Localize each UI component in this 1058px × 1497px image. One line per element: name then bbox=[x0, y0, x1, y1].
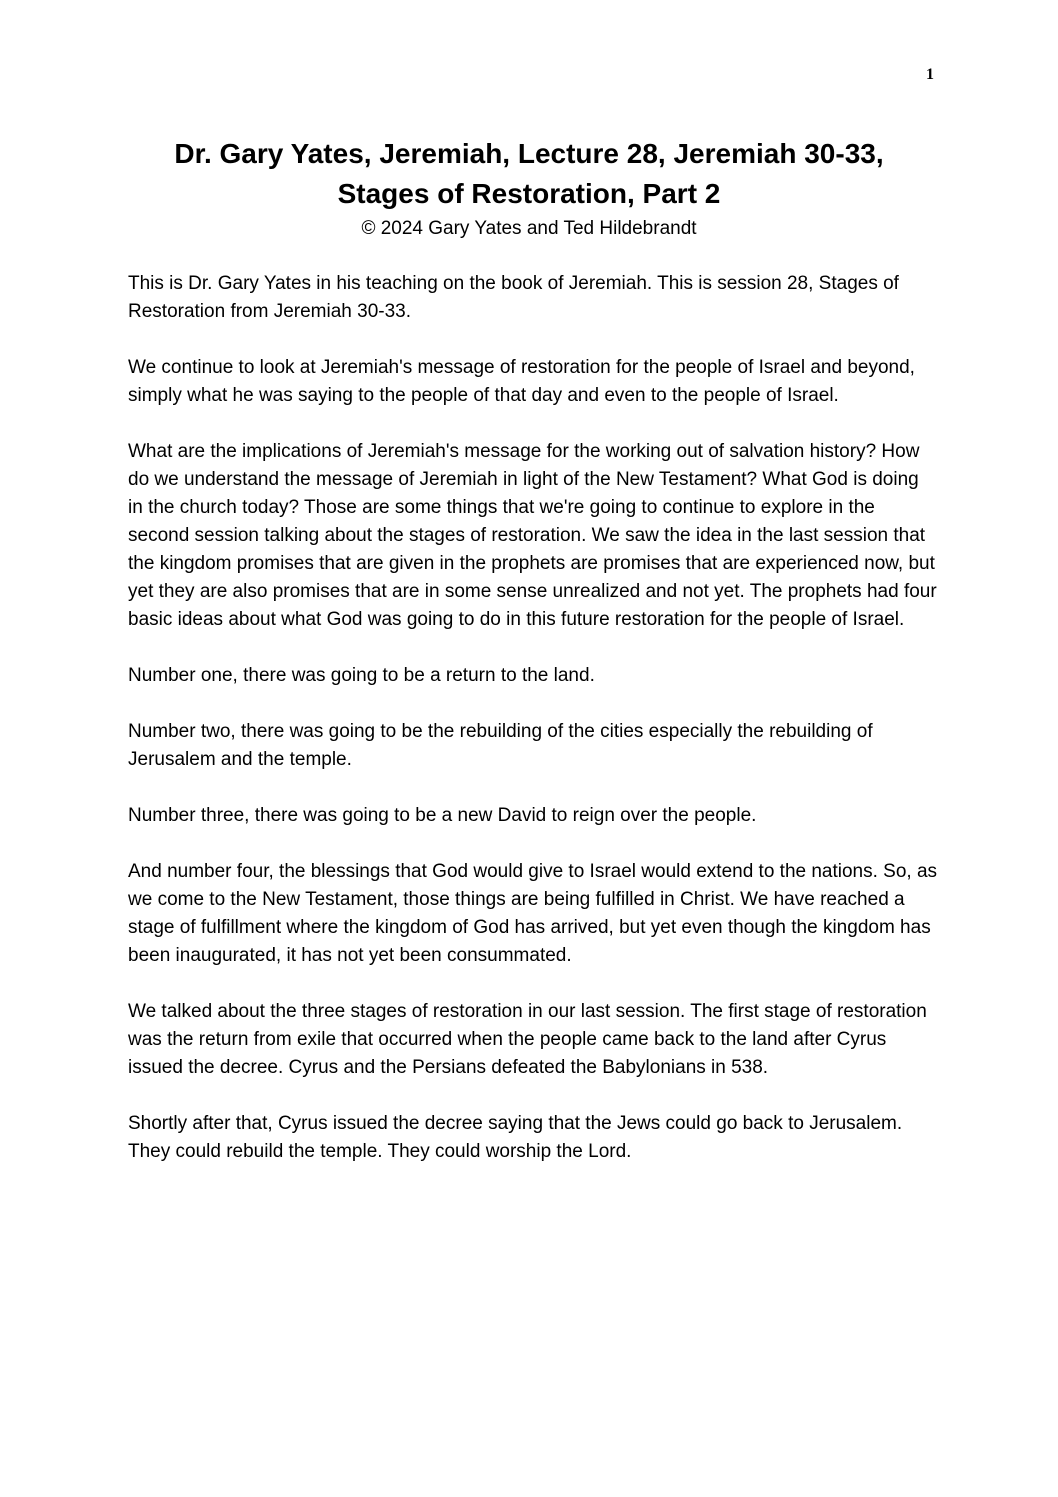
document-header bbox=[0, 134, 1058, 242]
paragraph: Number one, there was going to be a return to the land. bbox=[128, 665, 595, 686]
copyright-notice: © 2024 Gary Yates and Ted Hildebrandt bbox=[361, 218, 697, 239]
paragraph: Number three, there was going to be a new David to reign over the people. bbox=[128, 805, 757, 826]
paragraph: Number two, there was going to be the rebuilding of the cities especially the rebuilding of Jerusalem and the temple. bbox=[128, 721, 873, 770]
paragraph: This is Dr. Gary Yates in his teaching on the book of Jeremiah. This is session 28, Stages of Restoration from Jeremiah 30-33. bbox=[128, 273, 899, 322]
paragraph: We continue to look at Jeremiah's message of restoration for the people of Israel and beyond, simply what he was saying to the people of that day and even to the people of Israel. bbox=[128, 357, 915, 406]
document-body bbox=[128, 270, 938, 1194]
paragraph: Shortly after that, Cyrus issued the decree saying that the Jews could go back to Jerusalem. They could rebuild the temple. They could worship the Lord. bbox=[128, 1113, 903, 1162]
page-number: 1 bbox=[926, 66, 934, 83]
title-line-1: Dr. Gary Yates, Jeremiah, Lecture 28, Jeremiah 30-33, bbox=[174, 138, 884, 169]
paragraph: We talked about the three stages of restoration in our last session. The first stage of restoration was the return from exile that occurred when the people came back to the land after Cyrus issued the decree. Cyrus and the Persians defeated the Babylonians in 538. bbox=[128, 1001, 927, 1078]
document-title bbox=[0, 134, 1058, 214]
paragraph: What are the implications of Jeremiah's message for the working out of salvation history? How do we understand the message of Jeremiah in light of the New Testament? What God is doing in the church today? Those are some things that we're going to continue to explore in the second session talking about the stages of restoration. We saw the idea in the last session that the kingdom promises that are given in the prophets are promises that are experienced now, but yet they are also promises that are in some sense unrealized and not yet. The prophets had four basic ideas about what God was going to do in this future restoration for the people of Israel. bbox=[128, 441, 937, 630]
title-line-2: Stages of Restoration, Part 2 bbox=[337, 178, 721, 209]
paragraph: And number four, the blessings that God would give to Israel would extend to the nations. So, as we come to the New Testament, those things are being fulfilled in Christ. We have reached a stage of fulfillment where the kingdom of God has arrived, but yet even though the kingdom has been inaugurated, it has not yet been consummated. bbox=[128, 861, 938, 966]
